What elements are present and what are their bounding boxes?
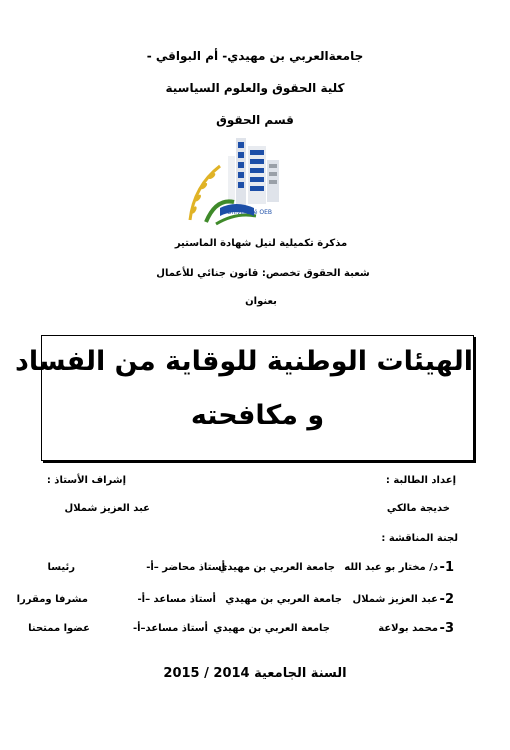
committee-member-number: 1- <box>439 560 454 575</box>
thesis-branch: شعبة الحقوق تخصص: قانون جنائي للأعمال <box>156 268 370 279</box>
titled-label: بعنوان <box>245 296 277 307</box>
department-name: قسم الحقوق <box>216 113 294 127</box>
logo-text: Université OEB <box>227 209 272 216</box>
committee-member-rank: أستاذ مساعد –أ- <box>137 594 216 605</box>
committee-member-role: رئيسا <box>47 562 75 573</box>
committee-member-number: 2- <box>439 592 454 607</box>
committee-member-rank: أستاذ محاضر –أ- <box>146 562 225 573</box>
title-box <box>14 335 474 461</box>
committee-member-role: مشرفا ومقررا <box>16 594 88 605</box>
committee-member-number: 3- <box>439 621 454 636</box>
supervisor-label: إشراف الأستاذ : <box>46 475 126 486</box>
student-name: خديجة مالكي <box>386 503 450 514</box>
academic-year: السنة الجامعية 2014 / 2015 <box>163 666 347 681</box>
committee-member-university: جامعة العربي بن مهيدي <box>225 594 342 605</box>
thesis-title-line2: و مكافحته <box>190 400 325 431</box>
student-label: إعداد الطالبة : <box>385 475 456 486</box>
committee-member-rank: أستاذ مساعد–أ- <box>132 623 208 634</box>
university-name: جامعةالعربي بن مهيدي- أم البواقي - <box>146 49 364 63</box>
thesis-title-line1: الهيئات الوطنية للوقاية من الفساد <box>14 346 473 377</box>
university-logo-icon <box>176 136 306 226</box>
committee-label: لجنة المناقشة : <box>381 533 458 544</box>
committee-member-role: عضوا ممتحنا <box>28 623 90 634</box>
faculty-name: كلية الحقوق والعلوم السياسية <box>165 81 345 95</box>
committee-member-name: د/ مختار بو عبد الله <box>344 562 438 573</box>
thesis-type: مذكرة تكميلية لنيل شهادة الماستير <box>174 238 348 249</box>
committee-member-university: جامعة العربي بن مهيدي <box>218 562 335 573</box>
committee-member-university: جامعة العربي بن مهيدي <box>213 623 330 634</box>
committee-member-name: عبد العزيز شملال <box>352 594 438 605</box>
committee-member-name: محمد بولاعة <box>378 623 438 634</box>
supervisor-name: عبد العزيز شملال <box>64 503 150 514</box>
